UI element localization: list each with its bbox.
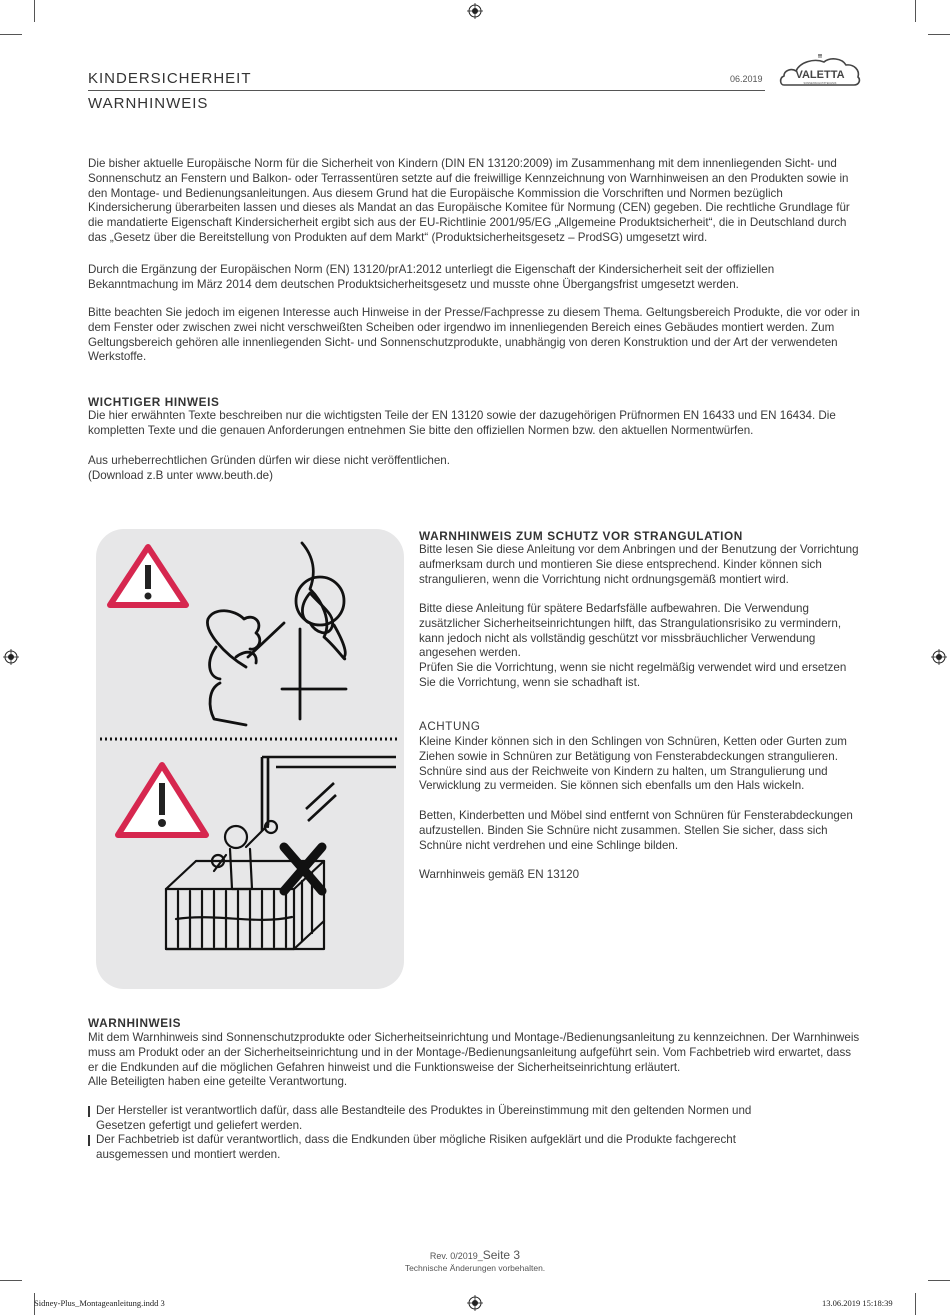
slug-timestamp: 13.06.2019 15:18:39	[822, 1298, 893, 1308]
download-note: (Download z.B unter www.beuth.de)	[88, 469, 273, 482]
achtung-paragraph: Betten, Kinderbetten und Möbel sind entfernt von Schnüren für Fensterabdeckungen aufzustellen. Binden Sie Schnüre nicht zusammen. Stellen Sie sicher, dass sich Schnüre nicht verdrehen und eine Schlinge bilden.	[419, 809, 853, 852]
intro-paragraph: Durch die Ergänzung der Europäischen Norm (EN) 13120/prA1:2012 unterliegt die Eigenschaft der Kindersicherheit seit der offiziellen Bekanntmachung im März 2014 dem deutschen Produktsicherheitsgesetz und musste ohne Übergangsfrist umgesetzt werden.	[88, 263, 775, 291]
list-item: Der Hersteller ist verantwortlich dafür, dass alle Bestandteile des Produktes in Übereinstimmung mit den geltenden Normen und Gesetzen gefertigt und geliefert werden.	[88, 1104, 864, 1134]
bullet-bar-icon	[88, 1106, 90, 1117]
crop-mark	[0, 34, 22, 35]
warnhinweis-paragraph: Mit dem Warnhinweis sind Sonnenschutzprodukte oder Sicherheitseinrichtung und Montage-/Bedienungsanleitung zu kennzeichnen. Der Warnhinweis muss am Produkt oder an der Sicherheitseinrichtung und in der Montage-/Bedienungsanleitung aufgeführt sein. Vom Fachbetrieb wird erwartet, dass er die Endkunden auf die möglichen Gefahren hinweist und die Funktionsweise der Sicherheitseinrichtung erläutert.	[88, 1031, 860, 1074]
warnhinweis-heading: WARNHINWEIS	[88, 1016, 182, 1030]
copyright-note: Aus urheberrechtlichen Gründen dürfen wir diese nicht veröffentlichen.	[88, 454, 450, 467]
registration-mark-icon	[931, 649, 947, 665]
responsibility-note: Alle Beteiligten haben eine geteilte Verantwortung.	[88, 1075, 348, 1088]
crop-mark	[34, 0, 35, 22]
page-title: KINDERSICHERHEIT	[88, 70, 252, 87]
document-date: 06.2019	[730, 74, 763, 84]
crop-mark	[915, 0, 916, 22]
strangulation-paragraph: Prüfen Sie die Vorrichtung, wenn sie nicht regelmäßig verwendet wird und ersetzen Sie die Vorrichtung, wenn sie schadhaft ist.	[419, 661, 847, 689]
footer-note: Technische Änderungen vorbehalten.	[404, 1263, 546, 1273]
page-footer	[0, 1248, 950, 1262]
child-cord-drawing	[207, 543, 346, 725]
child-crib-drawing	[166, 761, 324, 949]
important-paragraph: Die hier erwähnten Texte beschreiben nur die wichtigsten Teile der EN 13120 sowie der dazugehörigen Prüfnormen EN 16433 und EN 16434. Die kompletten Texte und die genauen Anforderungen entnehmen Sie bitte den offiziellen Normen bzw. den aktuellen Normentwürfen.	[88, 409, 836, 437]
warning-triangle-icon	[110, 547, 186, 605]
intro-paragraph: Bitte beachten Sie jedoch im eigenen Interesse auch Hinweise in der Presse/Fachpresse zu diesem Thema. Geltungsbereich Produkte, die vor oder in dem Fenster oder zwischen zwei nicht verschweißten Scheiben oder irgendwo im innenliegenden Bereich eines Gebäudes montiert werden. Zum Geltungsbereich gehören alle innenliegenden Sicht- und Sonnenschutzprodukte, unabhängig von deren Konstruktion und der Art der verwendeten Werkstoffe.	[88, 306, 860, 364]
crop-mark	[0, 1280, 22, 1281]
slug-filename: Sidney-Plus_Montageanleitung.indd 3	[34, 1298, 165, 1308]
crop-mark	[915, 1293, 916, 1315]
strangulation-paragraph: Bitte lesen Sie diese Anleitung vor dem Anbringen und der Benutzung der Vorrichtung aufmerksam durch und montieren Sie diese entsprechend. Kinder können sich strangulieren, wenn die Vorrichtung nicht ordnungsgemäß montiert wird.	[419, 543, 859, 586]
svg-text:VALETTA: VALETTA	[795, 69, 845, 81]
page-number: Seite 3	[482, 1248, 521, 1262]
registration-mark-icon	[467, 3, 483, 19]
valetta-logo	[778, 52, 862, 92]
svg-text:SONNENSCHUTZTECHNIK: SONNENSCHUTZTECHNIK	[803, 82, 837, 85]
intro-paragraph: Die bisher aktuelle Europäische Norm für die Sicherheit von Kindern (DIN EN 13120:2009) im Zusammenhang mit dem innenliegenden Sicht- und Sonnenschutz an Fenstern und Balkon- oder Terrassentüren setzte auf die freiwillige Kennzeichnung von Warnhinweisen an den Produkten sowie in den Montage- und Bedienungsanleitungen. Aus diesem Grund hat die Europäische Kommission die Vorschriften und Normen bezüglich Kindersicherung überarbeiten lassen und dieses als Mandat an das Europäische Komitee für Normung (CEN) gegeben. Die rechtliche Grundlage für die mandatierte Eigenschaft Kindersicherheit ergibt sich aus der EU-Richtlinie 2001/95/EG „Allgemeine Produktsicherheit“, die in Deutschland durch das „Gesetz über die Bereitstellung von Produkten auf dem Markt“ (Produktsicherheitsgesetz – ProdSG) umgesetzt wird.	[88, 157, 850, 244]
revision-label: Rev. 0/2019_	[429, 1251, 483, 1261]
window-drawing	[262, 757, 396, 831]
achtung-heading: ACHTUNG	[419, 720, 481, 733]
important-heading: WICHTIGER HINWEIS	[88, 395, 220, 409]
bullet-bar-icon	[88, 1135, 90, 1146]
registration-mark-icon	[3, 649, 19, 665]
strangulation-heading: WARNHINWEIS ZUM SCHUTZ VOR STRANGULATION	[419, 529, 743, 543]
crop-mark	[928, 1280, 950, 1281]
list-item: Der Fachbetrieb ist dafür verantwortlich, dass die Endkunden über mögliche Risiken aufgeklärt und die Produkte fachgerecht ausgemessen und montiert werden.	[88, 1133, 864, 1163]
achtung-paragraph: Kleine Kinder können sich in den Schlingen von Schnüren, Ketten oder Gurten zum Ziehen sowie in Schnüren zur Betätigung von Fensterabdeckungen strangulieren. Schnüre sind aus der Reichweite von Kindern zu halten, um Strangulierung und Verwicklung zu vermeiden. Sie können sich ebenfalls um den Hals wickeln.	[419, 735, 847, 793]
standard-reference: Warnhinweis gemäß EN 13120	[419, 868, 580, 881]
warning-illustration	[96, 529, 404, 989]
crop-mark	[928, 34, 950, 35]
strangulation-paragraph: Bitte diese Anleitung für spätere Bedarfsfälle aufbewahren. Die Verwendung zusätzlicher Sicherheitseinrichtungen hilft, das Strangulationsrisiko zu vermindern, kann jedoch nicht als vollständig geschützt vor missbräuchlicher Verwendung angesehen werden.	[419, 602, 842, 660]
warning-triangle-icon	[118, 765, 206, 835]
header-rule	[88, 90, 765, 91]
registration-mark-icon	[467, 1295, 483, 1311]
page-subtitle: WARNHINWEIS	[88, 95, 209, 112]
